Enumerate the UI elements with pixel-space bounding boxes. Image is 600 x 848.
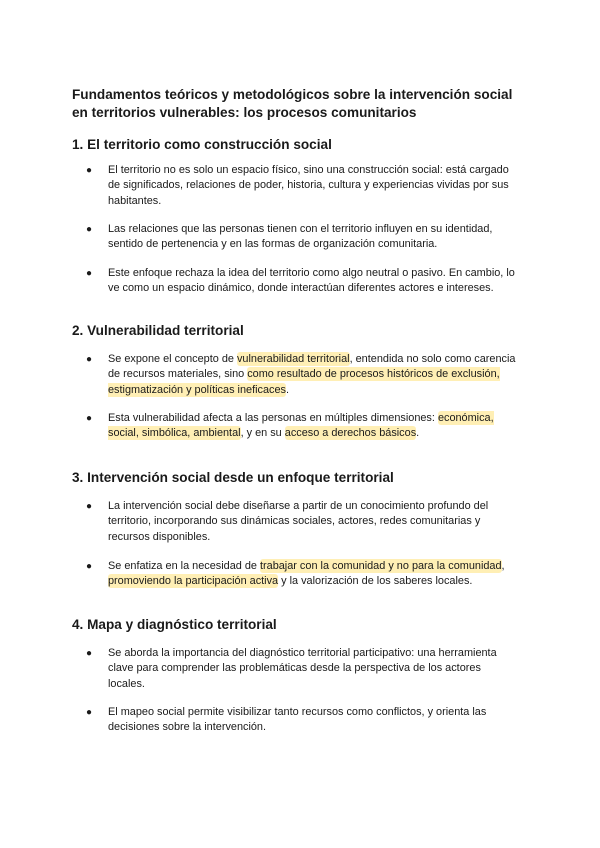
highlighted-text: acceso a derechos básicos: [284, 427, 417, 440]
text-run: Esta vulnerabilidad afecta a las personas en múltiples dimensiones:: [108, 412, 438, 424]
bullet-dot-icon: ●: [86, 561, 93, 572]
highlighted-text: promoviendo la participación activa: [108, 575, 279, 588]
list-item: [86, 559, 516, 590]
text-run: El territorio no es solo un espacio físico, sino una construcción social: está cargado de significados, relaciones de poder, historia, cultura y experiencias vividas por sus habitantes.: [108, 164, 509, 207]
bullet-text: [108, 646, 516, 692]
bullet-dot-icon: ●: [86, 707, 93, 718]
bullet-dot-icon: ●: [86, 648, 93, 659]
text-run: La intervención social debe diseñarse a partir de un conocimiento profundo del territorio, incorporando sus dinámicas sociales, actores, redes comunitarias y recursos disponibles.: [108, 500, 489, 543]
bullet-text: [108, 411, 516, 442]
list-item: [86, 352, 516, 398]
text-run: Se expone el concepto de: [108, 353, 237, 365]
text-run: Este enfoque rechaza la idea del territorio como algo neutral o pasivo. En cambio, lo ve como un espacio dinámico, donde interactúan diferentes actores e intereses.: [108, 267, 515, 295]
section-heading: 3. Intervención social desde un enfoque territorial: [72, 470, 394, 485]
list-item: [86, 163, 516, 209]
section-heading: 4. Mapa y diagnóstico territorial: [72, 617, 277, 632]
text-run: ,: [501, 560, 505, 572]
highlighted-text: trabajar con la comunidad y no para la comunidad: [259, 560, 502, 572]
text-run: El mapeo social permite visibilizar tanto recursos como conflictos, y orienta las decisiones sobre la intervención.: [108, 706, 487, 734]
highlighted-text: económica, social, simbólica, ambiental: [108, 412, 494, 440]
list-item: [86, 705, 516, 736]
list-item: [86, 266, 516, 297]
list-item: [86, 499, 516, 545]
list-item: [86, 222, 516, 253]
text-run: , entendida no solo como carencia de recursos materiales, sino: [108, 353, 516, 381]
bullet-text: [108, 266, 516, 297]
text-run: , y en su: [240, 427, 285, 440]
bullet-text: [108, 352, 516, 398]
list-item: [86, 646, 516, 692]
bullet-dot-icon: ●: [86, 354, 93, 365]
bullet-text: [108, 559, 516, 590]
bullet-text: [108, 163, 516, 209]
text-run: Se enfatiza en la necesidad de: [108, 560, 260, 572]
document-title: Fundamentos teóricos y metodológicos sobre la intervención social en territorios vulnerables: los procesos comunitarios: [72, 87, 513, 120]
text-run: y la valorización de los saberes locales.: [278, 575, 473, 588]
text-run: .: [416, 427, 420, 440]
bullet-text: [108, 222, 516, 253]
bullet-dot-icon: ●: [86, 165, 93, 176]
list-item: [86, 411, 516, 442]
text-run: Las relaciones que las personas tienen con el territorio influyen en su identidad, sentido de pertenencia y en las formas de organización comunitaria.: [108, 223, 493, 251]
text-run: Se aborda la importancia del diagnóstico territorial participativo: una herramienta clave para comprender las problemáticas desde la perspectiva de los actores locales.: [108, 647, 497, 690]
bullet-dot-icon: ●: [86, 501, 93, 512]
bullet-text: [108, 499, 516, 545]
highlighted-text: como resultado de procesos históricos de exclusión, estigmatización y políticas ineficaces: [108, 368, 500, 396]
text-run: .: [285, 383, 289, 396]
section-heading: 1. El territorio como construcción social: [72, 137, 332, 152]
bullet-dot-icon: ●: [86, 268, 93, 279]
bullet-dot-icon: ●: [86, 224, 93, 235]
highlighted-text: vulnerabilidad territorial: [236, 353, 350, 365]
section-heading: 2. Vulnerabilidad territorial: [72, 323, 244, 338]
bullet-dot-icon: ●: [86, 413, 93, 424]
bullet-text: [108, 705, 516, 736]
